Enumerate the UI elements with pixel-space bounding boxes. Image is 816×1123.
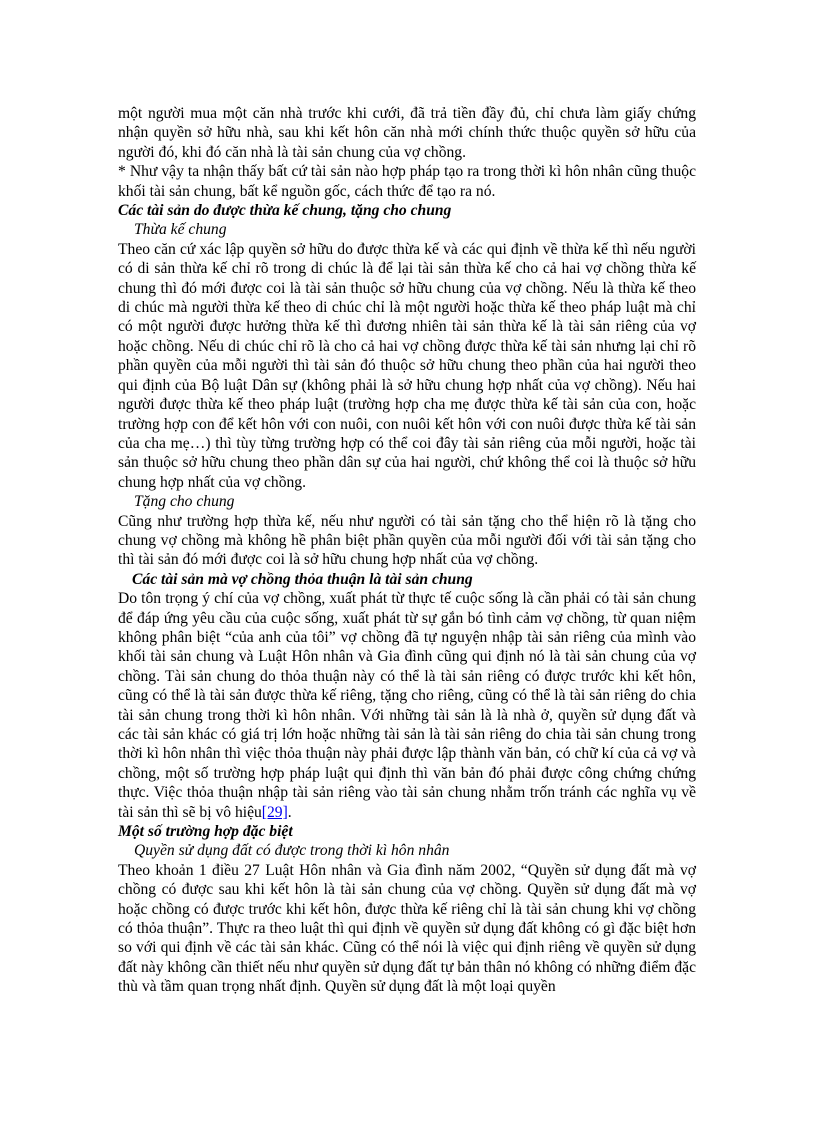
heading-inherited-gifted: Các tài sản do được thừa kế chung, tặng cho chung <box>118 202 452 220</box>
paragraph-land-use-rights: Theo khoản 1 điều 27 Luật Hôn nhân và Gia đình năm 2002, “Quyền sử dụng đất mà vợ chồng có được sau khi kết hôn là tài sản chung của vợ chồng. Quyền sử dụng đất mà vợ hoặc chồng có được trước khi kết hôn, được thừa kế riêng chỉ là tài sản chung khi vợ chồng có thỏa thuận”. Thực ra theo luật thì qui định về quyền sử dụng đất không có gì đặc biệt hơn so với qui định về các tài sản khác. Cũng có thể nói là việc qui định riêng về quyền sử dụng đất này không cần thiết nếu như quyền sử dụng đất tự bản thân nó không có những điểm đặc thù và tầm quan trọng nhất định. Quyền sử dụng đất là một loại quyền <box>118 861 696 996</box>
subheading-joint-inheritance: Thừa kế chung <box>134 221 227 239</box>
paragraph-agreed-text: Do tôn trọng ý chí của vợ chồng, xuất phát từ thực tế cuộc sống là cần phải có tài sản chung để đáp ứng yêu cầu của cuộc sống, xuất phát từ sự gắn bó tình cảm vợ chồng, từ quan niệm không phân biệt “của anh của tôi” vợ chồng đã tự nguyện nhập tài sản riêng của mình vào khối tài sản chung và Luật Hôn nhân và Gia đình cũng qui định nó là tài sản chung của vợ chồng. Tài sản chung do thỏa thuận này có thể là tài sản riêng có được trước khi kết hôn, cũng có thể là tài sản được thừa kế riêng, tặng cho riêng, cũng có thể là tài sản riêng do chia tài sản chung trong thời kì hôn nhân. Với những tài sản là là nhà ở, quyền sử dụng đất và các tài sản khác có giá trị lớn hoặc những tài sản là tài sản riêng do chia tài sản chung trong thời kì hôn nhân thì việc thỏa thuận này phải được lập thành văn bản, có chữ kí của cả vợ và chồng, một số trường hợp pháp luật qui định thì văn bản đó phải được công chứng chứng thực. Việc thỏa thuận nhập tài sản riêng vào tài sản chung nhằm trốn tránh các nghĩa vụ về tài sản thì sẽ bị vô hiệu <box>118 590 696 821</box>
paragraph-joint-inheritance: Theo căn cứ xác lập quyền sở hữu do được thừa kế và các qui định về thừa kế thì nếu người có di sản thừa kế chỉ rõ trong di chúc là để lại tài sản thừa kế cho cả hai vợ chồng thừa kế chung thì đó mới được coi là tài sản thuộc sở hữu chung của vợ chồng. Nếu là thừa kế theo di chúc mà người thừa kế theo di chúc chỉ là một người hoặc thừa kế theo pháp luật mà chỉ có một người được hưởng thừa kế thì đương nhiên tài sản thừa kế là tài sản riêng của vợ hoặc chồng. Nếu di chúc chỉ rõ là cho cả hai vợ chồng được thừa kế tài sản nhưng lại chỉ rõ phần quyền của mỗi người thì tài sản đó thuộc sở hữu chung theo phần của hai người theo qui định của Bộ luật Dân sự (không phải là sở hữu chung hợp nhất của vợ chồng). Nếu hai người được thừa kế theo pháp luật (trường hợp cha mẹ được thừa kế tài sản của con, hoặc trường hợp con để kết hôn với con nuôi, con nuôi kết hôn với con nuôi được thừa kế tài sản của cha mẹ…) thì tùy từng trường hợp có thể coi đây tài sản riêng của mỗi người, hoặc tài sản thuộc sở hữu chung theo phần dân sự của hai người, chứ không thể coi là thuộc sở hữu chung hợp nhất của vợ chồng. <box>118 240 696 491</box>
footnote-link-29[interactable]: [29] <box>261 803 288 821</box>
subheading-joint-gift: Tặng cho chung <box>134 493 235 511</box>
paragraph-agreed-end: . <box>287 803 292 821</box>
heading-agreed-common-property: Các tài sản mà vợ chồng thỏa thuận là tài sản chung <box>132 570 473 588</box>
paragraph-joint-gift: Cũng như trường hợp thừa kế, nếu như người có tài sản tặng cho thể hiện rõ là tặng cho chung vợ chồng mà không hề phân biệt phần quyền của mỗi người đối với tài sản tặng cho thì tài sản đó mới được coi là sở hữu chung hợp nhất của vợ chồng. <box>118 512 696 569</box>
document-page <box>118 104 696 997</box>
paragraph-conclusion: * Như vậy ta nhận thấy bất cứ tài sản nào hợp pháp tạo ra trong thời kì hôn nhân cũng thuộc khối tài sản chung, bất kể nguồn gốc, cách thức để tạo ra nó. <box>118 163 696 200</box>
paragraph-house-purchase: một người mua một căn nhà trước khi cưới, đã trả tiền đầy đủ, chỉ chưa làm giấy chứng nhận quyền sở hữu nhà, sau khi kết hôn căn nhà mới chính thức thuộc quyền sở hữu của người đó, khi đó căn nhà là tài sản chung của vợ chồng. <box>118 105 696 161</box>
paragraph-agreed-common-property <box>118 589 696 822</box>
heading-special-cases: Một số trường hợp đặc biệt <box>118 823 293 841</box>
subheading-land-use-rights: Quyền sử dụng đất có được trong thời kì hôn nhân <box>134 842 450 860</box>
